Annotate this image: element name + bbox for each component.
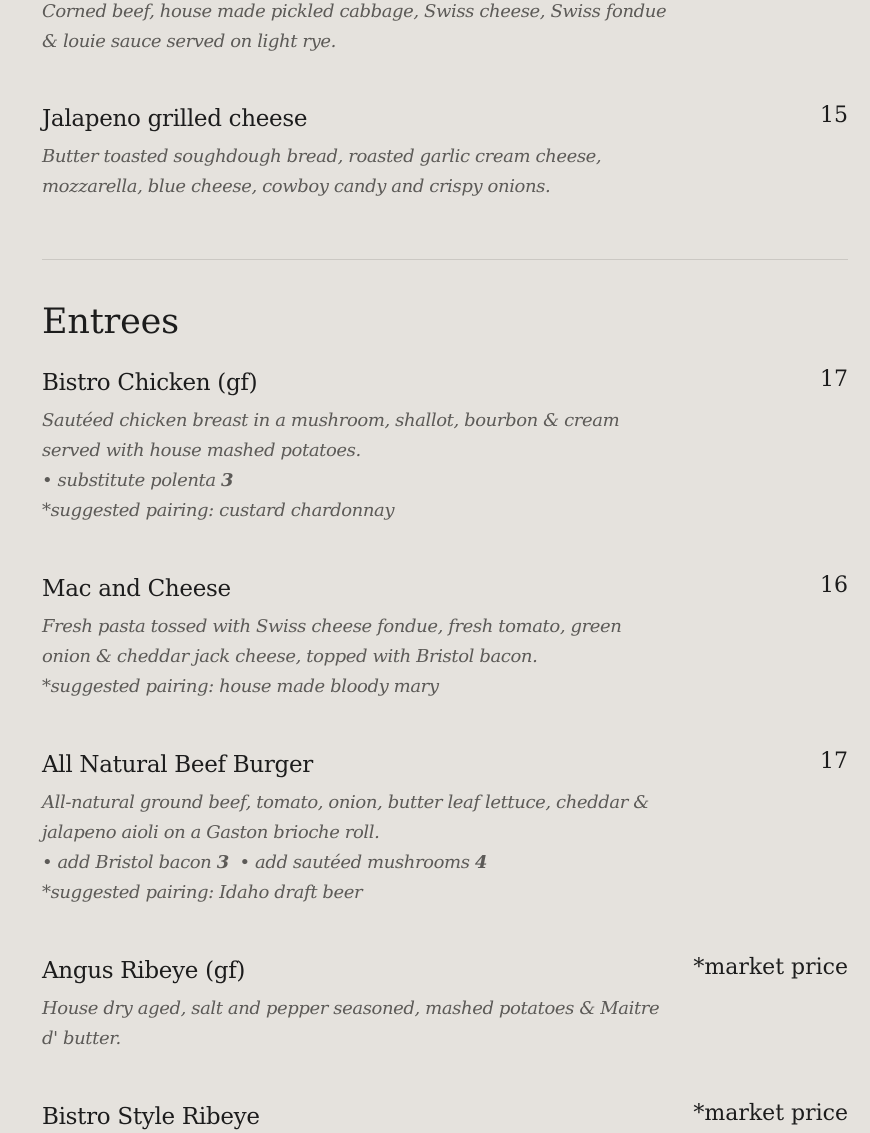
option-line [42, 466, 632, 496]
item-price: 15 [820, 103, 848, 128]
description-line: d' butter. [42, 1028, 121, 1049]
description-line: Sautéed chicken breast in a mushroom, shallot, bourbon & cream [42, 410, 620, 431]
description-line: served with house mashed potatoes. [42, 440, 361, 461]
item-name: Bistro Chicken (gf) [42, 370, 258, 396]
suggested-pairing: *suggested pairing: custard chardonnay [42, 500, 395, 521]
suggested-pairing: *suggested pairing: house made bloody mary [42, 676, 439, 697]
description-line: jalapeno aioli on a Gaston brioche roll. [42, 822, 380, 843]
item-name: Jalapeno grilled cheese [42, 106, 308, 132]
description-line: Fresh pasta tossed with Swiss cheese fondue, fresh tomato, green [42, 616, 622, 637]
item-description [42, 142, 632, 202]
option-line [42, 848, 632, 878]
menu-item-angus-ribeye [42, 956, 848, 1054]
description-line: mozzarella, blue cheese, cowboy candy and crispy onions. [42, 176, 551, 197]
item-price: *market price [693, 955, 848, 980]
menu-item-bistro-style-ribeye [42, 1102, 848, 1132]
description-line: & louie sauce served on light rye. [42, 31, 336, 52]
item-description [42, 0, 667, 57]
description-line: All-natural ground beef, tomato, onion, butter leaf lettuce, cheddar & [42, 792, 649, 813]
section-title-entrees: Entrees [42, 302, 179, 342]
menu-item-beef-burger [42, 750, 848, 908]
description-line: Corned beef, house made pickled cabbage, Swiss cheese, Swiss fondue [42, 1, 667, 22]
item-price: *market price [693, 1101, 848, 1126]
section-divider [42, 259, 848, 260]
description-line: House dry aged, salt and pepper seasoned, mashed potatoes & Maitre [42, 998, 660, 1019]
option-price: 3 [221, 470, 234, 491]
item-price: 17 [820, 367, 848, 392]
item-description [42, 994, 660, 1054]
option-price: 3 [216, 852, 229, 873]
description-line: Butter toasted soughdough bread, roasted garlic cream cheese, [42, 146, 602, 167]
item-description [42, 612, 632, 702]
option-text: • add sautéed mushrooms [228, 852, 475, 873]
option-price: 4 [474, 852, 487, 873]
suggested-pairing: *suggested pairing: Idaho draft beer [42, 882, 363, 903]
menu-item-reuben-partial [42, 0, 848, 57]
item-description [42, 406, 632, 526]
item-description [42, 788, 649, 908]
item-name: Angus Ribeye (gf) [42, 958, 246, 984]
description-line: onion & cheddar jack cheese, topped with Bristol bacon. [42, 646, 538, 667]
option-text: • substitute polenta [42, 470, 222, 491]
item-name: Mac and Cheese [42, 576, 231, 602]
item-name: Bistro Style Ribeye [42, 1104, 260, 1130]
item-price: 17 [820, 749, 848, 774]
item-name: All Natural Beef Burger [42, 752, 313, 778]
item-price: 16 [820, 573, 848, 598]
menu-item-jalapeno-grilled-cheese [42, 104, 848, 202]
menu-item-bistro-chicken [42, 368, 848, 526]
menu-item-mac-and-cheese [42, 574, 848, 702]
option-text: • add Bristol bacon [42, 852, 217, 873]
